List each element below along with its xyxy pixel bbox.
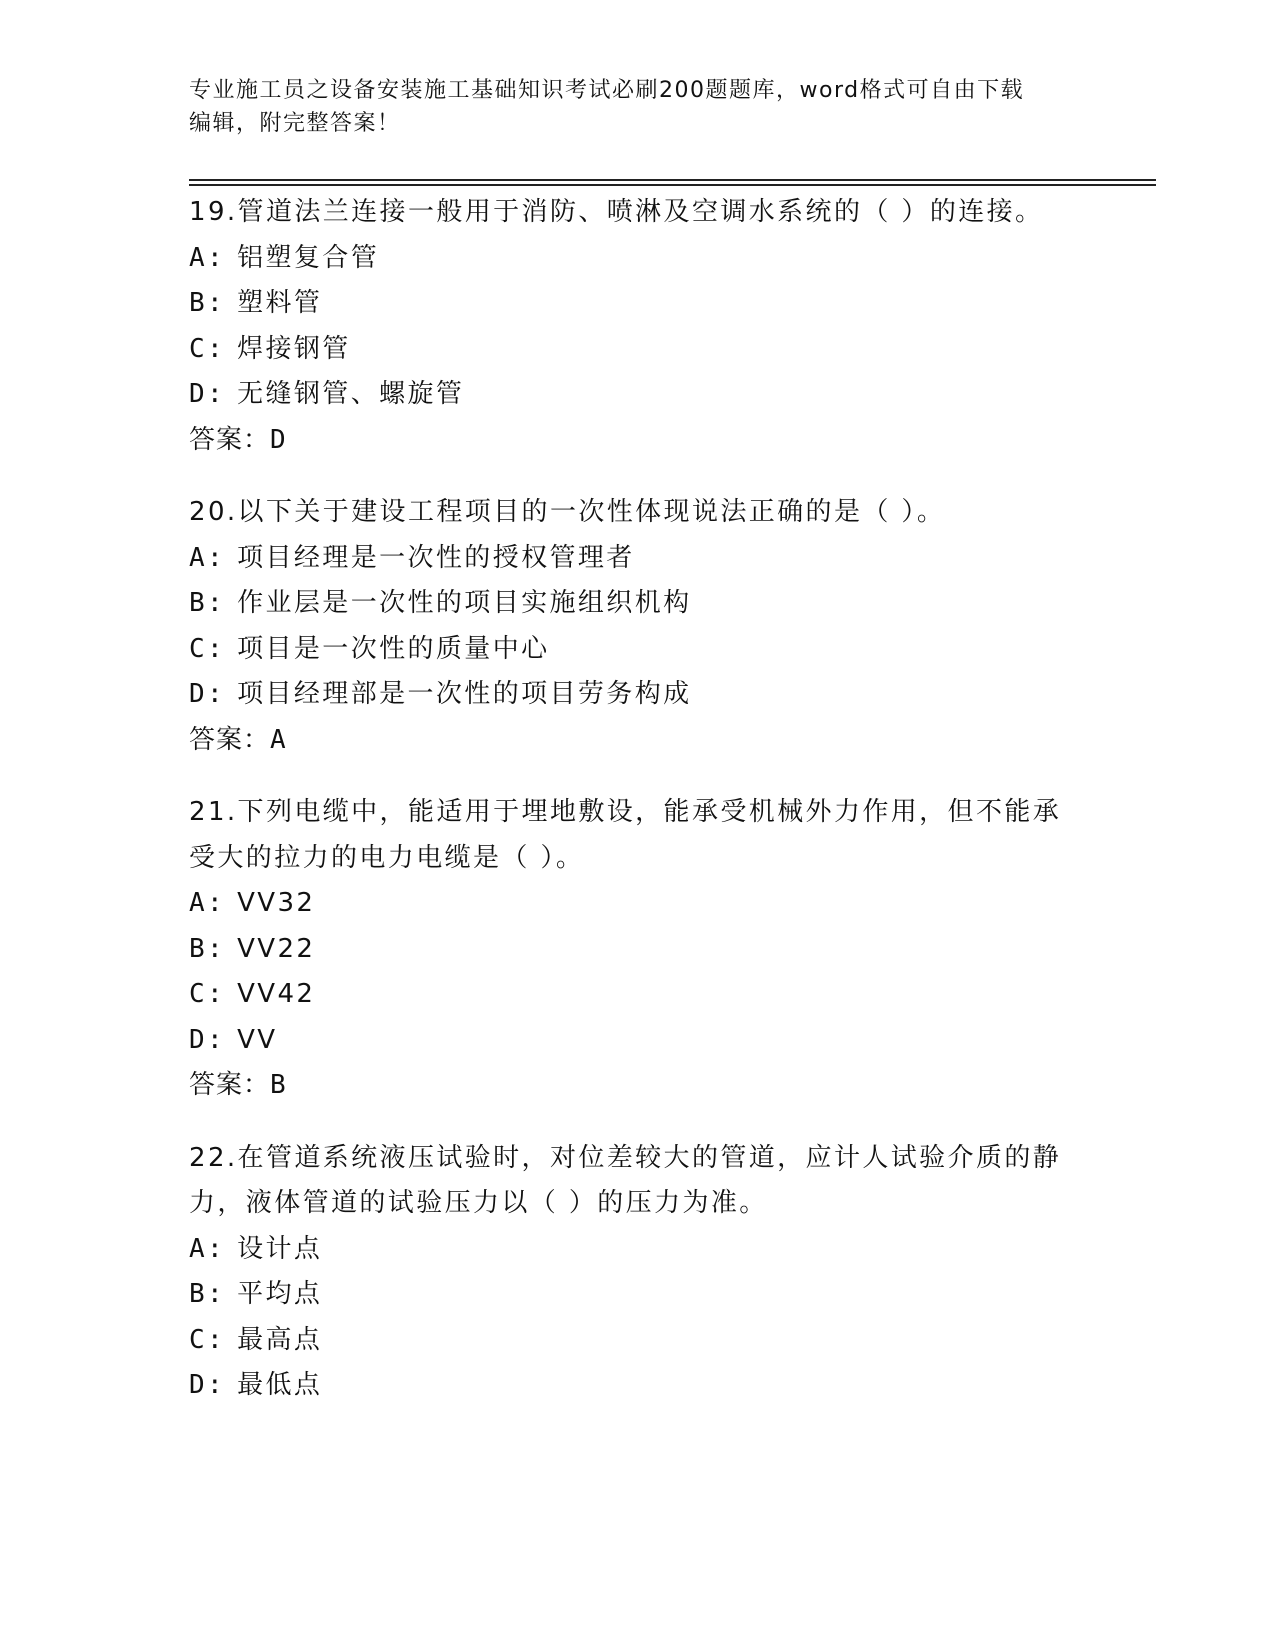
answer-line [189, 1063, 1089, 1109]
option-b [189, 1272, 1089, 1318]
option-a [189, 236, 1089, 282]
option-d [189, 1363, 1089, 1409]
option-text: VV [237, 1024, 278, 1055]
option-a [189, 1227, 1089, 1273]
question-stem-continued: 受大的拉力的电力电缆是（ ）。 [189, 842, 585, 873]
header-divider-top [189, 179, 1156, 181]
option-text: 铝塑复合管 [237, 242, 380, 273]
question-stem: 22.在管道系统液压试验时，对位差较大的管道，应计人试验介质的静 [189, 1142, 1062, 1173]
option-letter: B: [189, 933, 226, 964]
question-20 [189, 490, 1089, 763]
option-letter: C: [189, 1324, 226, 1355]
option-c [189, 1318, 1089, 1364]
option-d [189, 1018, 1089, 1064]
option-letter: A: [189, 1233, 226, 1264]
option-b [189, 927, 1089, 973]
option-letter: B: [189, 1279, 226, 1309]
option-text: 项目经理是一次性的授权管理者 [237, 542, 635, 573]
option-a [189, 881, 1089, 927]
header-divider-bottom [189, 184, 1156, 186]
question-list [189, 190, 1089, 1436]
question-stem: 21.下列电缆中，能适用于埋地敷设，能承受机械外力作用，但不能承 [189, 797, 1062, 827]
answer-label: 答案： [189, 724, 271, 755]
option-text: 项目经理部是一次性的项目劳务构成 [237, 679, 692, 709]
option-letter: A: [189, 242, 226, 273]
answer-line [189, 418, 1089, 464]
option-letter: A: [189, 542, 226, 573]
page-header [189, 74, 1089, 140]
option-letter: C: [189, 979, 226, 1009]
option-d [189, 672, 1089, 718]
option-text: 最高点 [237, 1324, 323, 1355]
option-letter: D: [189, 1024, 226, 1055]
answer-value: A [270, 724, 287, 755]
answer-label: 答案： [189, 1070, 271, 1100]
option-letter: C: [189, 333, 226, 364]
option-text: 平均点 [237, 1279, 323, 1309]
option-text: 设计点 [237, 1233, 323, 1264]
answer-line [189, 718, 1089, 764]
option-b [189, 281, 1089, 327]
option-text: 作业层是一次性的项目实施组织机构 [237, 588, 692, 618]
option-letter: B: [189, 288, 226, 318]
option-letter: A: [189, 888, 226, 918]
option-c [189, 327, 1089, 373]
option-text: 无缝钢管、螺旋管 [237, 379, 465, 409]
option-text: 项目是一次性的质量中心 [237, 633, 550, 664]
answer-label: 答案： [189, 424, 271, 455]
option-text: VV22 [237, 933, 316, 964]
option-letter: B: [189, 588, 226, 618]
option-text: VV42 [237, 979, 316, 1009]
option-b [189, 581, 1089, 627]
answer-value: B [270, 1070, 287, 1100]
option-a [189, 536, 1089, 582]
question-stem: 19.管道法兰连接一般用于消防、喷淋及空调水系统的（ ）的连接。 [189, 197, 1044, 227]
question-19 [189, 190, 1089, 463]
question-stem: 20.以下关于建设工程项目的一次性体现说法正确的是（ ）。 [189, 497, 946, 527]
header-title-line-2: 编辑，附完整答案！ [189, 111, 401, 136]
option-letter: D: [189, 1370, 226, 1400]
option-text: 最低点 [237, 1370, 323, 1400]
option-letter: D: [189, 379, 226, 409]
header-title-line-1: 专业施工员之设备安装施工基础知识考试必刷200题题库，word格式可自由下载 [189, 78, 1025, 103]
option-text: 塑料管 [237, 288, 323, 318]
answer-value: D [270, 424, 287, 455]
question-21 [189, 790, 1089, 1109]
option-text: VV32 [237, 888, 316, 918]
option-letter: C: [189, 633, 226, 664]
option-c [189, 972, 1089, 1018]
option-d [189, 372, 1089, 418]
question-22 [189, 1136, 1089, 1409]
option-c [189, 627, 1089, 673]
option-text: 焊接钢管 [237, 333, 351, 364]
question-stem-continued: 力，液体管道的试验压力以（ ）的压力为准。 [189, 1188, 768, 1218]
option-letter: D: [189, 679, 226, 709]
